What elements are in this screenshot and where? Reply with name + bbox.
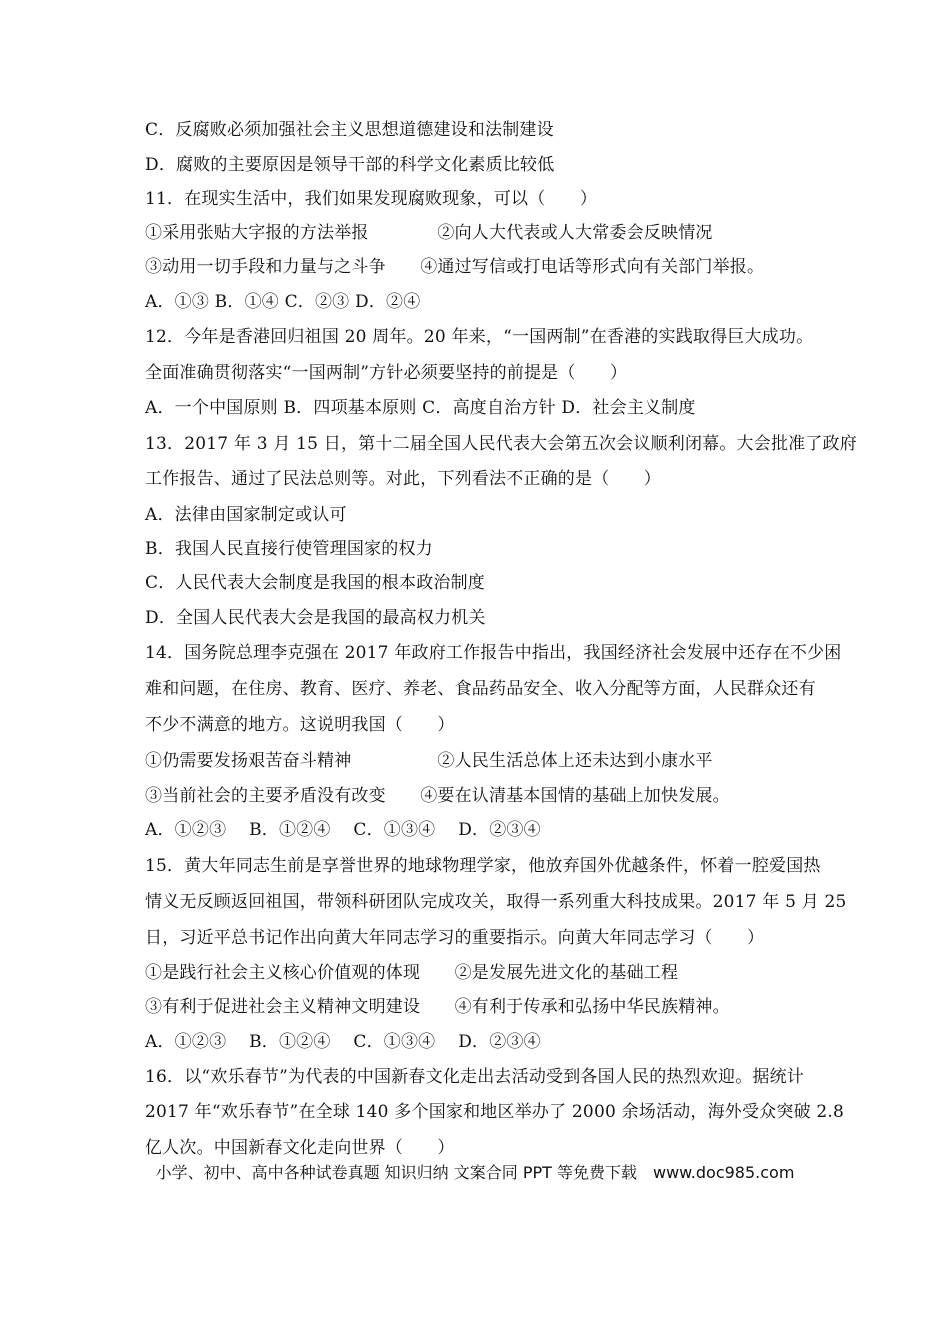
text-line: 13．2017 年 3 月 15 日，第十二届全国人民代表大会第五次会议顺利闭幕。大会批准了政府 — [145, 434, 857, 454]
page-footer: 小学、初中、高中各种试卷真题 知识归纳 文案合同 PPT 等免费下载 www.doc985.com — [155, 1163, 795, 1182]
text-line: A．一个中国原则 B．四项基本原则 C．高度自治方针 D．社会主义制度 — [145, 398, 696, 418]
text-line: 全面准确贯彻落实“一国两制”方针必须要坚持的前提是（ ） — [145, 363, 628, 383]
text-line: 16．以“欢乐春节”为代表的中国新春文化走出去活动受到各国人民的热烈欢迎。据统计 — [145, 1067, 805, 1087]
text-line: ①采用张贴大字报的方法举报 ②向人大代表或人大常委会反映情况 — [145, 223, 713, 243]
text-line: 难和问题，在住房、教育、医疗、养老、食品药品安全、收入分配等方面，人民群众还有 — [145, 679, 816, 699]
text-line: 亿人次。中国新春文化走向世界（ ） — [145, 1138, 455, 1158]
text-line: A．法律由国家制定或认可 — [145, 505, 347, 525]
text-line: A．①②③ B．①②④ C．①③④ D．②③④ — [145, 1032, 541, 1052]
text-line: D．全国人民代表大会是我国的最高权力机关 — [145, 608, 486, 628]
text-line: 2017 年“欢乐春节”在全球 140 多个国家和地区举办了 2000 余场活动，海外受众突破 2.8 — [145, 1102, 845, 1122]
text-line: C．人民代表大会制度是我国的根本政治制度 — [145, 573, 486, 593]
text-line: ①仍需要发扬艰苦奋斗精神 ②人民生活总体上还未达到小康水平 — [145, 751, 713, 771]
text-line: 14．国务院总理李克强在 2017 年政府工作报告中指出，我国经济社会发展中还存在不少困 — [145, 643, 842, 663]
text-line: 15．黄大年同志生前是享誉世界的地球物理学家，他放弃国外优越条件，怀着一腔爱国热 — [145, 856, 821, 876]
text-line: A．①③ B．①④ C．②③ D．②④ — [145, 292, 421, 312]
text-line: 工作报告、通过了民法总则等。对此，下列看法不正确的是（ ） — [145, 469, 661, 489]
text-line: ①是践行社会主义核心价值观的体现 ②是发展先进文化的基础工程 — [145, 963, 679, 983]
text-line: 不少不满意的地方。这说明我国（ ） — [145, 715, 455, 735]
text-line: 12．今年是香港回归祖国 20 周年。20 年来，“一国两制”在香港的实践取得巨大成功。 — [145, 327, 814, 347]
text-line: B．我国人民直接行使管理国家的权力 — [145, 539, 433, 559]
text-line: ③当前社会的主要矛盾没有改变 ④要在认清基本国情的基础上加快发展。 — [145, 786, 730, 806]
text-line: ③动用一切手段和力量与之斗争 ④通过写信或打电话等形式向有关部门举报。 — [145, 257, 765, 277]
text-line: 情义无反顾返回祖国，带领科研团队完成攻关，取得一系列重大科技成果。2017 年 5 月 25 — [145, 892, 847, 912]
text-line: A．①②③ B．①②④ C．①③④ D．②③④ — [145, 820, 541, 840]
text-line: 日，习近平总书记作出向黄大年同志学习的重要指示。向黄大年同志学习（ ） — [145, 928, 765, 948]
text-line: C．反腐败必须加强社会主义思想道德建设和法制建设 — [145, 120, 554, 140]
text-line: D．腐败的主要原因是领导干部的科学文化素质比较低 — [145, 155, 555, 175]
text-line: 11．在现实生活中，我们如果发现腐败现象，可以（ ） — [145, 189, 598, 209]
text-line: ③有利于促进社会主义精神文明建设 ④有利于传承和弘扬中华民族精神。 — [145, 997, 730, 1017]
